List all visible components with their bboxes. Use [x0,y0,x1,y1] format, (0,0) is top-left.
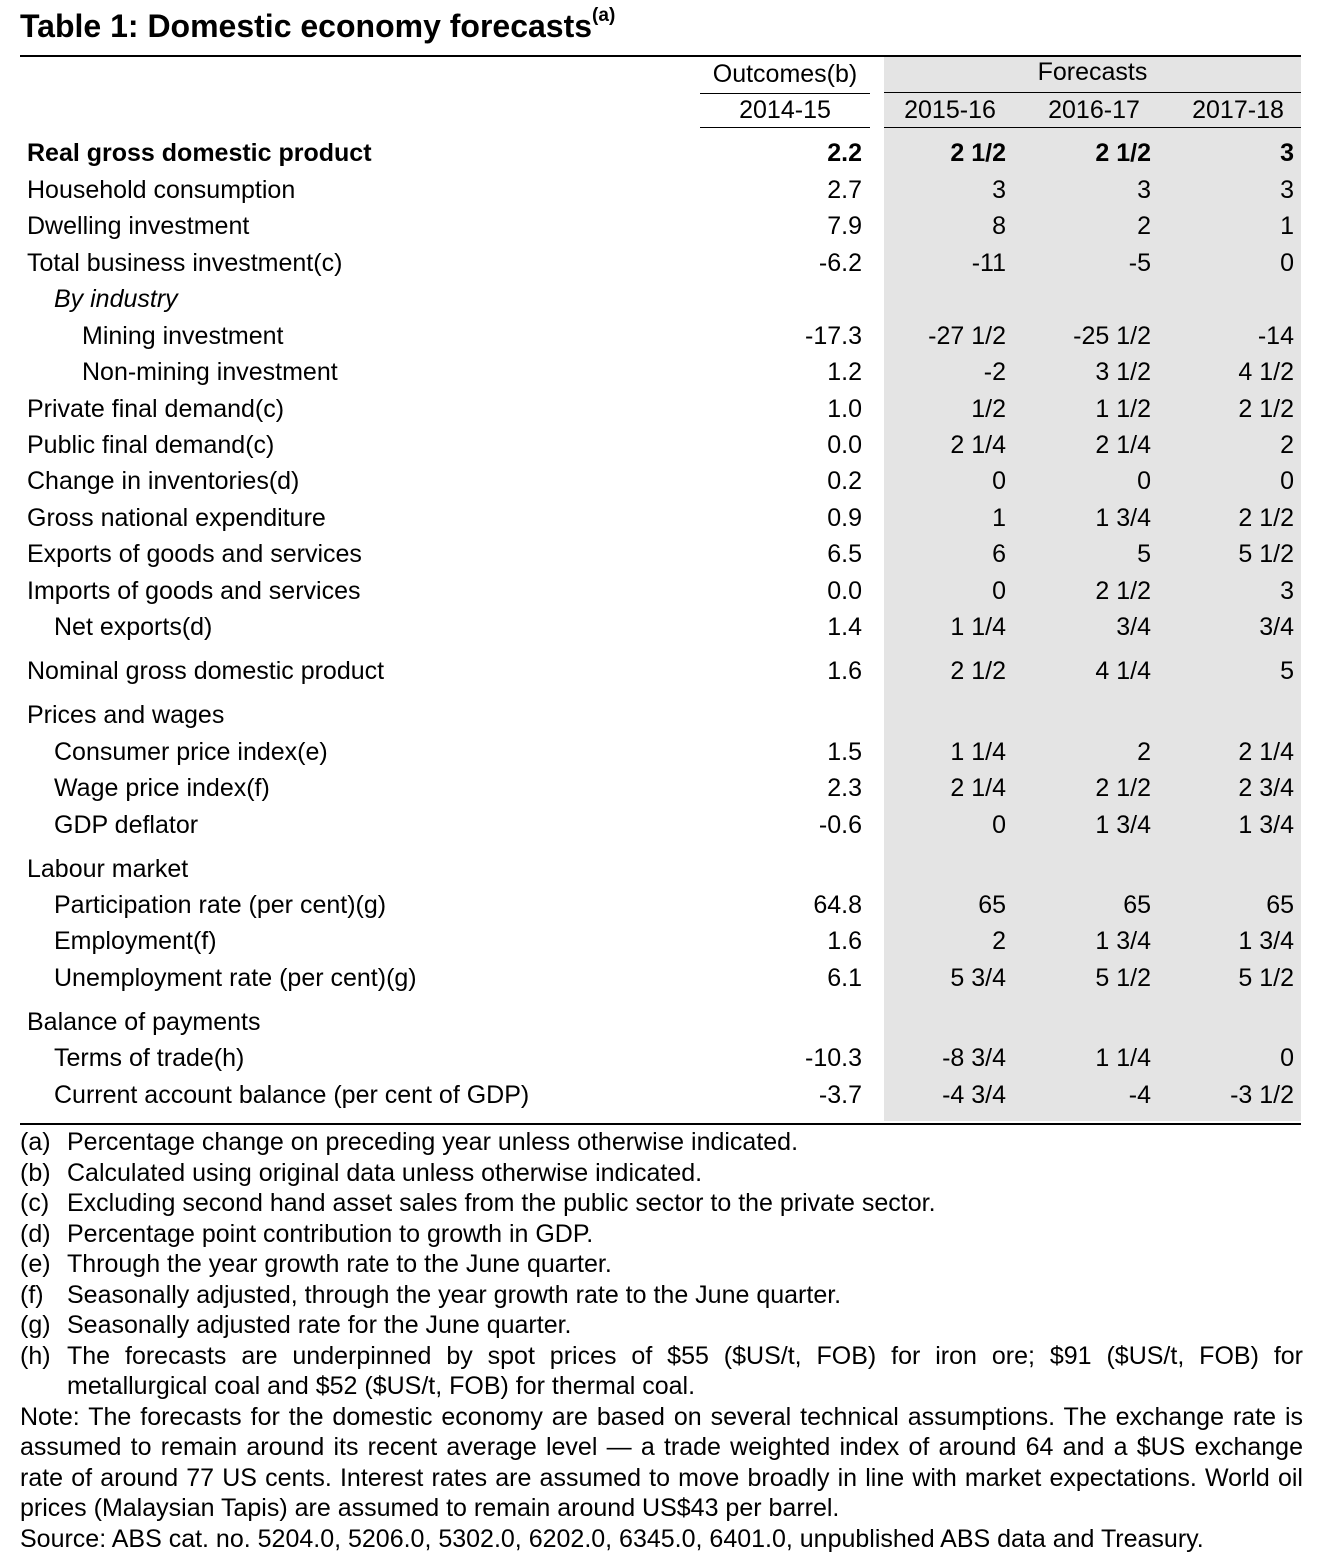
footnote [20,1249,1303,1280]
footnote-text: Seasonally adjusted, through the year growth rate to the June quarter. [67,1280,842,1309]
year-header-2016-17: 2016-17 [1048,96,1140,124]
row-label: Household consumption [27,176,296,204]
row-label: Gross national expenditure [27,504,326,532]
forecasts-header-rule [884,92,1301,93]
value-2014-15: 0.0 [827,431,862,459]
value-2014-15: 0.0 [827,577,862,605]
row-label: Dwelling investment [27,212,250,240]
value-2017-18: 65 [1266,891,1294,919]
value-2014-15: 0.2 [827,467,862,495]
value-2016-17: 1 1/4 [1095,1044,1151,1072]
value-2017-18: 3 [1280,176,1294,204]
year-header-2014-15: 2014-15 [739,96,831,124]
row-label: Participation rate (per cent)(g) [54,891,387,919]
footnote-key: (h) [20,1341,51,1370]
value-2015-16: 2 1/2 [950,657,1006,685]
value-2015-16: 8 [992,212,1006,240]
value-2016-17: 5 1/2 [1095,964,1151,992]
row-label: Prices and wages [27,701,225,729]
value-2014-15: 1.5 [827,738,862,766]
value-2017-18: 0 [1280,1044,1294,1072]
footnote-text: The forecasts are underpinned by spot prices of $55 ($US/t, FOB) for iron ore; $91 ($US/t, FOB) for metallurgical coal and $52 ($US/t, FOB) for thermal coal. [67,1341,1303,1400]
table-row [0,395,1335,429]
bottom-rule [20,1123,1301,1125]
value-2016-17: 1 3/4 [1095,811,1151,839]
value-2016-17: 5 [1137,540,1151,568]
value-2014-15: 6.5 [827,540,862,568]
row-label: Current account balance (per cent of GDP) [54,1081,530,1109]
value-2015-16: 5 3/4 [950,964,1006,992]
year-header-2015-16: 2015-16 [904,96,996,124]
value-2016-17: 0 [1137,467,1151,495]
table-row [0,927,1335,961]
table-row [0,249,1335,283]
table-title: Table 1: Domestic economy forecasts$^{(a)}$ [20,5,616,44]
value-2017-18: 2 1/4 [1238,738,1294,766]
value-2017-18: 3 [1280,139,1294,167]
footnote-key: (g) [20,1311,51,1339]
row-label: Wage price index(f) [54,774,270,802]
footnote-key: (a) [20,1128,51,1156]
footnote [20,1310,1303,1341]
table-row [0,139,1335,173]
table-row [0,1044,1335,1078]
value-2016-17: 2 1/2 [1095,139,1151,167]
value-2014-15: 2.7 [827,176,862,204]
value-2017-18: 1 3/4 [1238,811,1294,839]
value-2014-15: 6.1 [827,964,862,992]
table-row [0,504,1335,538]
outcomes-year-rule [700,127,870,128]
row-label: Public final demand(c) [27,431,275,459]
row-label: Private final demand(c) [27,395,285,423]
footnote [20,1219,1303,1250]
table-row [0,613,1335,647]
footnote [20,1158,1303,1189]
value-2014-15: 1.2 [827,358,862,386]
table-row [0,176,1335,210]
value-2016-17: 65 [1123,891,1151,919]
value-2017-18: 0 [1280,467,1294,495]
table-row [0,657,1335,691]
value-2016-17: -5 [1128,249,1151,277]
row-label: Net exports(d) [54,613,213,641]
value-2017-18: 5 [1280,657,1294,685]
value-2015-16: 65 [978,891,1006,919]
table-row [0,701,1335,735]
row-label: Change in inventories(d) [27,467,300,495]
value-2014-15: 1.4 [827,613,862,641]
value-2014-15: 64.8 [813,891,862,919]
value-2016-17: -4 [1128,1081,1151,1109]
table-row [0,212,1335,246]
value-2016-17: 2 1/2 [1095,774,1151,802]
footnote [20,1188,1303,1219]
value-2014-15: -10.3 [805,1044,862,1072]
value-2017-18: 2 [1280,431,1294,459]
value-2015-16: 2 1/2 [950,139,1006,167]
value-2017-18: -14 [1257,322,1294,350]
outcomes-header-rule [700,93,870,94]
value-2015-16: 1/2 [971,395,1006,423]
value-2014-15: -17.3 [805,322,862,350]
value-2017-18: 2 1/2 [1238,395,1294,423]
footnote-text: Excluding second hand asset sales from the public sector to the private sector. [67,1189,936,1217]
value-2015-16: -27 1/2 [928,322,1006,350]
value-2015-16: 2 1/4 [950,431,1006,459]
footnote [20,1280,1303,1311]
year-header-2017-18: 2017-18 [1192,96,1284,124]
row-label: Labour market [27,855,189,883]
source-line: Source: ABS cat. no. 5204.0, 5206.0, 5302.0, 6202.0, 6345.0, 6401.0, unpublished ABS data and Treasury. [20,1524,1204,1553]
row-label: Terms of trade(h) [54,1044,245,1072]
footnote-text: Through the year growth rate to the June quarter. [67,1250,612,1278]
row-label: Consumer price index(e) [54,738,328,766]
table-row [0,285,1335,319]
forecasts-header: Forecasts [1037,58,1148,86]
footnote-text: Seasonally adjusted rate for the June quarter. [67,1311,572,1339]
footnote-key: (f) [20,1280,44,1309]
value-2016-17: 1 3/4 [1095,927,1151,955]
value-2015-16: -11 [971,249,1006,277]
value-2015-16: 1 [992,504,1006,532]
value-2016-17: 2 [1137,738,1151,766]
value-2014-15: 1.6 [827,657,862,685]
value-2014-15: 1.6 [827,927,862,955]
footnote [20,1341,1303,1402]
table-row [0,1081,1335,1115]
table-row [0,964,1335,998]
row-label: Exports of goods and services [27,540,362,568]
row-label: Total business investment(c) [27,249,343,277]
value-2015-16: 2 1/4 [950,774,1006,802]
forecasts-year-rule [884,127,1301,128]
row-label: Non-mining investment [82,358,338,386]
value-2014-15: -0.6 [818,811,862,839]
value-2014-15: 2.3 [827,774,862,802]
footnote-key: (e) [20,1250,51,1278]
value-2017-18: 3/4 [1259,613,1294,641]
row-label: Imports of goods and services [27,577,361,605]
row-label: GDP deflator [54,811,199,839]
table-row [0,358,1335,392]
value-2016-17: 1 3/4 [1095,504,1151,532]
value-2015-16: 6 [992,540,1006,568]
table-row [0,467,1335,501]
footnote-key: (c) [20,1189,50,1217]
value-2015-16: -2 [983,358,1006,386]
value-2017-18: 0 [1280,249,1294,277]
table-row [0,811,1335,845]
footnote-key: (d) [20,1219,51,1248]
value-2014-15: -3.7 [818,1081,862,1109]
value-2014-15: 0.9 [827,504,862,532]
footnote-text: Percentage change on preceding year unless otherwise indicated. [67,1128,799,1156]
table-row [0,774,1335,808]
table-row [0,855,1335,889]
value-2017-18: 4 1/2 [1238,358,1294,386]
row-label: Balance of payments [27,1008,261,1036]
footnote-text: Percentage point contribution to growth in GDP. [67,1219,594,1248]
row-label: Unemployment rate (per cent)(g) [54,964,417,992]
row-label: Employment(f) [54,927,217,955]
value-2017-18: 5 1/2 [1238,964,1294,992]
outcomes-header: Outcomes(b) [712,60,858,88]
value-2017-18: -3 1/2 [1230,1081,1294,1109]
value-2015-16: 0 [992,577,1006,605]
value-2014-15: 1.0 [827,395,862,423]
value-2017-18: 1 [1280,212,1294,240]
row-label: Nominal gross domestic product [27,657,385,685]
value-2016-17: -25 1/2 [1073,322,1151,350]
value-2017-18: 5 1/2 [1238,540,1294,568]
table-row [0,431,1335,465]
value-2017-18: 2 3/4 [1238,774,1294,802]
table-row [0,891,1335,925]
value-2016-17: 2 1/4 [1095,431,1151,459]
row-label: By industry [54,285,178,313]
value-2015-16: 2 [992,927,1006,955]
value-2014-15: 7.9 [827,212,862,240]
value-2014-15: 2.2 [827,139,862,167]
value-2016-17: 4 1/4 [1095,657,1151,685]
title-footnote-ref: (a) [592,5,616,27]
value-2015-16: 3 [992,176,1006,204]
value-2016-17: 3/4 [1116,613,1151,641]
value-2016-17: 3 1/2 [1095,358,1151,386]
value-2015-16: 1 1/4 [950,738,1006,766]
footnotes [20,1127,1303,1554]
footnote [20,1127,1303,1158]
note-paragraph: Note: The forecasts for the domestic economy are based on several technical assumptions. The exchange rate is assumed to remain around its recent average level — a trade weighted index of around 64 and a $US exchange rate of around 77 US cents. Interest rates are assumed to move broadly in line with market expectations. World oil prices (Malaysian Tapis) are assumed to remain around US$43 per barrel. [20,1402,1303,1522]
table-row [0,322,1335,356]
value-2015-16: 0 [992,467,1006,495]
value-2017-18: 1 3/4 [1238,927,1294,955]
table-row [0,540,1335,574]
table-row [0,1008,1335,1042]
value-2016-17: 3 [1137,176,1151,204]
value-2016-17: 1 1/2 [1095,395,1151,423]
value-2014-15: -6.2 [818,249,862,277]
table-row [0,577,1335,611]
value-2015-16: 1 1/4 [950,613,1006,641]
value-2015-16: -8 3/4 [942,1044,1006,1072]
value-2017-18: 3 [1280,577,1294,605]
value-2015-16: 0 [992,811,1006,839]
table-row [0,738,1335,772]
row-label: Real gross domestic product [27,139,372,167]
footnote-key: (b) [20,1158,51,1187]
value-2016-17: 2 [1137,212,1151,240]
row-label: Mining investment [82,322,284,350]
value-2015-16: -4 3/4 [942,1081,1006,1109]
value-2016-17: 2 1/2 [1095,577,1151,605]
value-2017-18: 2 1/2 [1238,504,1294,532]
footnote-text: Calculated using original data unless otherwise indicated. [67,1158,703,1187]
